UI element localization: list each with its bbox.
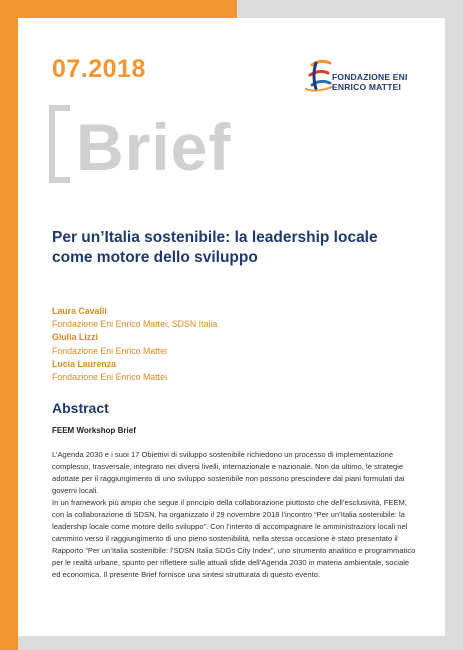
logo-line-1: FONDAZIONE ENI — [332, 72, 408, 82]
orange-top-bar — [0, 0, 237, 18]
author-name: Laura Cavalli — [52, 306, 107, 316]
grey-top-bar — [237, 0, 463, 18]
author-name: Giulia Lizzi — [52, 332, 98, 343]
abstract-paragraph: In un framework più ampio che segue il principio della collaborazione piuttosto che dell’esclusività, FEEM, con la collaborazione di SDSN, ha organizzato il 29 novembre 2018 l’incontro “Per un’Italia sostenibile: la leadership locale come motore dello sviluppo”. Con l’intento di accompagnare le amministrazioni locali nel cammino verso il raggiungimento di uno pieno sostenibilità, nella stessa occasione è stato presentato il Rapporto “Per un’Italia sostenibile: l’SDSN Italia SDGs City Index”, uno strumento analitico e programmatico per le realtà urbane, spunto per riflettere sulle attuali sfide dell’Agenda 2030 in materia ambientale, sociale ed economica. Il presente Brief fornisce una sintesi strutturata di questo evento. — [52, 498, 416, 580]
brief-title: Per un’Italia sostenibile: la leadership locale come motore dello sviluppo — [52, 229, 378, 266]
abstract-paragraph: L’Agenda 2030 e i suoi 17 Obiettivi di sviluppo sostenibile richiedono un processo di implementazione complesso, trasversale, integrato nei diversi livelli, internazionale e nazionale. Non da ultimo, le strategie adottate per il raggiungimento di uno sviluppo sostenibile non possono prescindere dai piani formulati dai governi locali. — [52, 450, 405, 496]
orange-left-bar — [0, 0, 18, 650]
author-affiliation: Fondazione Eni Enrico Mattei, SDSN Italia — [52, 319, 218, 330]
author-affiliation: Fondazione Eni Enrico Mattei — [52, 345, 167, 356]
abstract-heading: Abstract — [52, 400, 109, 416]
author-list — [52, 305, 217, 384]
series-name: Brief — [76, 110, 232, 184]
feem-logo-text — [332, 72, 408, 92]
grey-bottom-bar — [18, 636, 463, 650]
logo-line-2: ENRICO MATTEI — [332, 82, 402, 92]
grey-right-bar — [445, 0, 463, 650]
author-affiliation: Fondazione Eni Enrico Mattei — [52, 372, 167, 383]
abstract-body — [52, 449, 417, 582]
abstract-subheading: FEEM Workshop Brief — [52, 426, 136, 435]
issue-date: 07.2018 — [52, 55, 146, 83]
author-name: Lucia Laurenza — [52, 358, 117, 369]
